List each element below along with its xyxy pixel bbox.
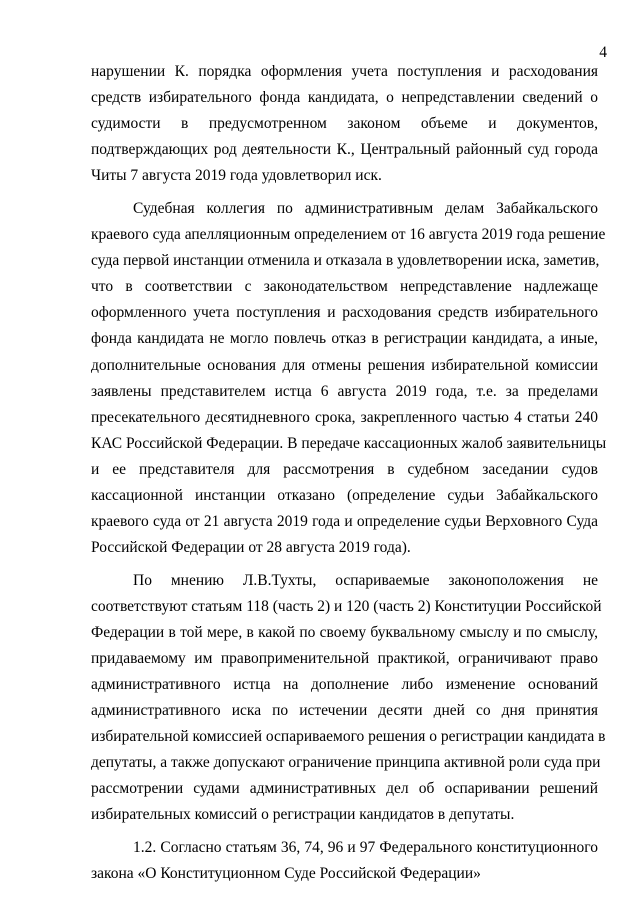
- text-line: депутаты, а также допускают ограничение принципа активной роли суда при: [91, 754, 601, 772]
- text-line: и ее представителя для рассмотрения в судебном заседании судов: [91, 460, 598, 478]
- text-line: дополнительные основания для отмены решения избирательной комиссии: [91, 356, 598, 374]
- paragraph-gap: [91, 828, 598, 835]
- text-line: избирательной комиссией оспариваемого решения о регистрации кандидата в: [91, 728, 606, 746]
- text-line: соответствуют статьям 118 (часть 2) и 120 (часть 2) Конституции Российской: [91, 597, 602, 615]
- text-line: Судебная коллегия по административным делам Забайкальского: [133, 200, 598, 218]
- paragraph-gap: [91, 561, 598, 568]
- text-line: Читы 7 августа 2019 года удовлетворил иск.: [91, 167, 382, 185]
- text-line: фонда кандидата не могло повлечь отказ в регистрации кандидата, а иные,: [91, 330, 598, 348]
- text-line: пресекательного десятидневного срока, закрепленного частью 4 статьи 240: [91, 408, 598, 426]
- text-line: нарушении К. порядка оформления учета поступления и расходования: [91, 63, 598, 80]
- text-line: заявлены представителем истца 6 августа 2019 года, т.е. за пределами: [91, 382, 598, 400]
- paragraph: [91, 59, 598, 189]
- text-line: суда первой инстанции отменила и отказала в удовлетворении иска, заметив,: [91, 252, 600, 270]
- paragraph-gap: [91, 189, 598, 196]
- text-line: Федерации в той мере, в какой по своему буквальному смыслу и по смыслу,: [91, 623, 598, 641]
- text-line: КАС Российской Федерации. В передаче кассационных жалоб заявительницы: [91, 434, 607, 452]
- text-line: Российской Федерации от 28 августа 2019 года).: [91, 538, 411, 556]
- paragraph: [91, 835, 598, 887]
- paragraph: [91, 568, 606, 828]
- text-line: административного истца на дополнение либо изменение оснований: [91, 676, 598, 694]
- text-line: рассмотрении судами административных дел об оспаривании решений: [91, 780, 598, 798]
- text-line: средств избирательного фонда кандидата, о непредставлении сведений о: [91, 89, 598, 107]
- text-line: оформленного учета поступления и расходования средств избирательного: [91, 304, 598, 322]
- text-line: придаваемому им правоприменительной практикой, ограничивают право: [91, 650, 598, 668]
- text-line: закона «О Конституционном Суде Российской Федерации»: [91, 865, 481, 883]
- text-line: 1.2. Согласно статьям 36, 74, 96 и 97 Федерального конституционного: [133, 839, 598, 857]
- text-line: краевого суда от 21 августа 2019 года и определение судьи Верховного Суда: [91, 512, 598, 530]
- text-line: что в соответствии с законодательством непредставление надлежаще: [91, 278, 598, 296]
- text-line: судимости в предусмотренном законом объеме и документов,: [91, 115, 598, 133]
- text-line: административного иска по истечении десяти дней со дня принятия: [91, 702, 598, 720]
- text-line: По мнению Л.В.Тухты, оспариваемые законоположения не: [133, 571, 598, 589]
- paragraph: [91, 196, 607, 561]
- page-number: 4: [599, 44, 607, 61]
- text-line: избирательных комиссий о регистрации кандидатов в депутаты.: [91, 806, 515, 824]
- text-line: кассационной инстанции отказано (определение судьи Забайкальского: [91, 486, 598, 504]
- document-body: [91, 59, 607, 887]
- text-line: подтверждающих род деятельности К., Центральный районный суд города: [91, 141, 598, 159]
- text-line: краевого суда апелляционным определением от 16 августа 2019 года решение: [91, 226, 606, 244]
